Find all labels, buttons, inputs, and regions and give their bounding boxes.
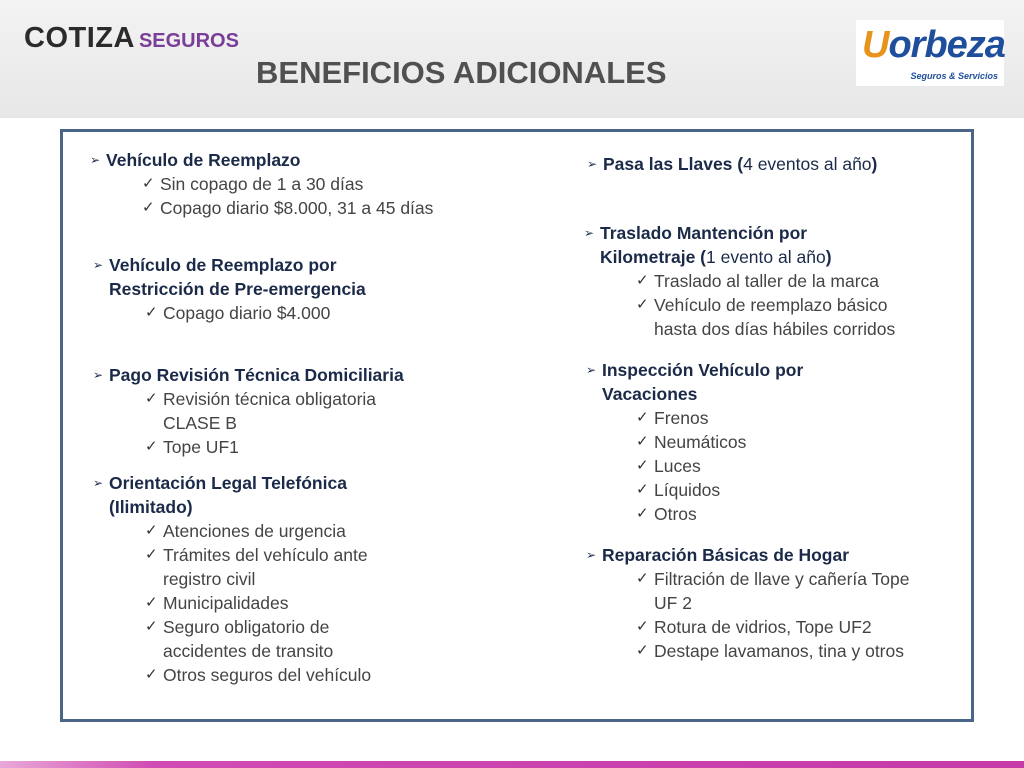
check-icon: ✓ bbox=[636, 296, 649, 313]
logo-tagline: Seguros & Servicios bbox=[910, 71, 998, 81]
arrow-bullet-icon: ➢ bbox=[586, 548, 597, 562]
list-item: ✓ Filtración de llave y cañería Tope bbox=[636, 569, 910, 589]
list-item: ✓ Atenciones de urgencia bbox=[145, 521, 346, 541]
brand-logo bbox=[24, 22, 239, 55]
section-title: ➢ Pasa las Llaves ( 4 eventos al año ) bbox=[587, 154, 878, 174]
footer-accent-line bbox=[0, 761, 1024, 768]
list-item: ✓ Copago diario $4.000 bbox=[145, 303, 331, 323]
list-item-cont: accidentes de transito bbox=[163, 641, 334, 661]
list-item-cont: CLASE B bbox=[163, 413, 237, 433]
arrow-bullet-icon: ➢ bbox=[90, 153, 101, 167]
check-icon: ✓ bbox=[636, 457, 649, 474]
list-item: ✓ Vehículo de reemplazo básico bbox=[636, 295, 888, 315]
section-vehiculo-preemergencia bbox=[93, 253, 366, 325]
arrow-bullet-icon: ➢ bbox=[93, 476, 104, 490]
check-icon: ✓ bbox=[636, 642, 649, 659]
list-item: ✓ Municipalidades bbox=[145, 593, 289, 613]
check-icon: ✓ bbox=[142, 199, 155, 216]
check-icon: ✓ bbox=[145, 522, 158, 539]
list-item-cont: registro civil bbox=[163, 569, 256, 589]
list-item: ✓ Sin copago de 1 a 30 días bbox=[142, 174, 364, 194]
section-title-cont: (Ilimitado) bbox=[109, 497, 193, 517]
list-item: ✓ Destape lavamanos, tina y otros bbox=[636, 641, 904, 661]
company-logo bbox=[856, 20, 1004, 86]
list-item: ✓ Copago diario $8.000, 31 a 45 días bbox=[142, 198, 434, 218]
section-traslado-mantencion bbox=[584, 221, 895, 341]
list-item: ✓ Luces bbox=[636, 456, 701, 476]
list-item: ✓ Rotura de vidrios, Tope UF2 bbox=[636, 617, 872, 637]
list-item: ✓ Seguro obligatorio de bbox=[145, 617, 330, 637]
page-title: BENEFICIOS ADICIONALES bbox=[256, 55, 667, 90]
check-icon: ✓ bbox=[145, 618, 158, 635]
check-icon: ✓ bbox=[142, 175, 155, 192]
list-item: ✓ Neumáticos bbox=[636, 432, 747, 452]
list-item: ✓ Otros seguros del vehículo bbox=[145, 665, 372, 685]
list-item: ✓ Trámites del vehículo ante bbox=[145, 545, 368, 565]
section-revision-tecnica bbox=[93, 363, 404, 459]
section-orientacion-legal bbox=[93, 471, 371, 687]
check-icon: ✓ bbox=[145, 438, 158, 455]
section-vehiculo-reemplazo bbox=[90, 148, 433, 220]
list-item: ✓ Traslado al taller de la marca bbox=[636, 271, 880, 291]
check-icon: ✓ bbox=[145, 390, 158, 407]
section-title: ➢ Pago Revisión Técnica Domiciliaria bbox=[93, 365, 404, 385]
section-title: ➢ Reparación Básicas de Hogar bbox=[586, 545, 850, 565]
section-title-cont: Restricción de Pre-emergencia bbox=[109, 279, 366, 299]
section-title-cont: Kilometraje ( 1 evento al año ) bbox=[600, 247, 832, 267]
section-title: ➢ Orientación Legal Telefónica bbox=[93, 473, 347, 493]
section-title: ➢ Traslado Mantención por bbox=[584, 223, 808, 243]
arrow-bullet-icon: ➢ bbox=[584, 226, 595, 240]
list-item: ✓ Frenos bbox=[636, 408, 709, 428]
check-icon: ✓ bbox=[145, 594, 158, 611]
section-pasa-llaves bbox=[587, 152, 877, 176]
section-title: ➢ Vehículo de Reemplazo bbox=[90, 150, 301, 170]
check-icon: ✓ bbox=[145, 666, 158, 683]
list-item: ✓ Líquidos bbox=[636, 480, 721, 500]
section-reparacion-hogar bbox=[586, 543, 910, 663]
check-icon: ✓ bbox=[636, 618, 649, 635]
check-icon: ✓ bbox=[636, 505, 649, 522]
list-item: ✓ Otros bbox=[636, 504, 697, 524]
list-item: ✓ Tope UF1 bbox=[145, 437, 239, 457]
brand-name-cotiza: COTIZA bbox=[24, 22, 135, 54]
check-icon: ✓ bbox=[636, 570, 649, 587]
arrow-bullet-icon: ➢ bbox=[587, 157, 598, 171]
check-icon: ✓ bbox=[145, 304, 158, 321]
check-icon: ✓ bbox=[636, 481, 649, 498]
check-icon: ✓ bbox=[636, 409, 649, 426]
check-icon: ✓ bbox=[145, 546, 158, 563]
check-icon: ✓ bbox=[636, 433, 649, 450]
section-title-cont: Vacaciones bbox=[602, 384, 698, 404]
brand-name-seguros: SEGUROS bbox=[138, 30, 239, 52]
section-title: ➢ Inspección Vehículo por bbox=[586, 360, 804, 380]
list-item: ✓ Revisión técnica obligatoria bbox=[145, 389, 377, 409]
arrow-bullet-icon: ➢ bbox=[93, 258, 104, 272]
logo-wordmark: Uorbeza bbox=[862, 24, 1005, 66]
list-item-cont: hasta dos días hábiles corridos bbox=[654, 319, 896, 339]
arrow-bullet-icon: ➢ bbox=[586, 363, 597, 377]
arrow-bullet-icon: ➢ bbox=[93, 368, 104, 382]
section-title: ➢ Vehículo de Reemplazo por bbox=[93, 255, 337, 275]
list-item-cont: UF 2 bbox=[654, 593, 692, 613]
check-icon: ✓ bbox=[636, 272, 649, 289]
section-inspeccion-vacaciones bbox=[586, 358, 803, 526]
